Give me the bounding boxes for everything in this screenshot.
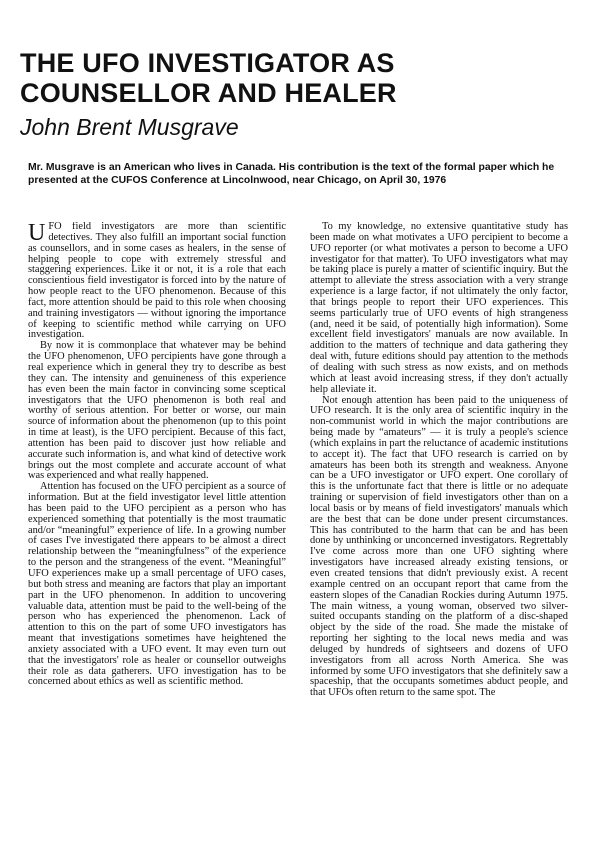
article-author: John Brent Musgrave <box>20 114 239 140</box>
paragraph: Not enough attention has been paid to the uniqueness of UFO research. It is the only area of scientific inquiry in the non-communist world in which the major contributions are being made by “amateurs” — it is truly a people's science (which explains in part the reluctance of academic institutions to accept it). The fact that UFO research is carried on by amateurs has been both its strength and weakness. Anyone can be a UFO investigator or UFO expert. One corollary of this is the unfortunate fact that there is little or no adequate training or supervision of field investigators other than on a local basis or by means of field investigators' manuals which are the best that can be done under present circumstances. This has contributed to the harm that can be and has been done by unthinking or unconcerned investigators. Regrettably I've come across more than one UFO sighting where investigators have increased already existing tensions, or even created tensions that didn't previously exist. A recent example centred on an occupant report that came from the eastern slopes of the Canadian Rockies during Autumn 1975. The main witness, a young woman, observed two silver-suited occupants standing on the platform of a disc-shaped object by the side of the road. She made the mistake of reporting her sighting to the local news media and was deluged by hundreds of sightseers and dozens of UFO investigators from all across North America. She was informed by some UFO investigators that she definitely saw a spaceship, that the occupants sometimes abduct people, and that UFOs often return to the same spot. The <box>310 394 568 699</box>
article-title: THE UFO INVESTIGATOR AS COUNSELLOR AND HEALER <box>20 48 397 108</box>
article-intro: Mr. Musgrave is an American who lives in Canada. His contribution is the text of the formal paper which he presented at the CUFOS Conference at Lincolnwood, near Chicago, on April 30, 1976 <box>28 162 555 186</box>
right-column <box>310 222 568 822</box>
paragraph: To my knowledge, no extensive quantitative study has been made on what motivates a UFO percipient to become a UFO reporter (or what motivates a person to become a UFO investigator for that matter). To UFO investigators what may be taking place is purely a matter of scientific inquiry. But the attempt to alleviate the stress association with a very strange experience is a large factor, if not ultimately the only factor, that brings people to report their UFO experiences. This seems particularly true of UFO events of high strangeness (and, need it be said, of potentially high information). Some excellent field investigators' manuals are now available. In addition to the matters of technique and data gathering they deal with, future editions should pay attention to the methods of dealing with such stress as now exists, and on methods which at least avoid increasing stress, if they don't actually help alleviate it. <box>310 222 568 395</box>
paragraph-text: FO field investigators are more than scientific detectives. They also fulfill an important social function as counsellors, and in some cases as healers, in the sense of helping people to cope with extremely stressful and staggering experiences. Like it or not, it is a role that each conscientious field investigator is forced into by the nature of how people react to the UFO phenomenon. Because of this fact, more attention should be paid to this role when choosing and training investigators — without ignoring the importance of keeping to scientific method while carrying on UFO investigation. <box>28 222 286 341</box>
paragraph: By now it is commonplace that whatever may be behind the UFO phenomenon, UFO percipients have gone through a real experience which in general they try to describe as best they can. The intensity and genuineness of this experience has even been the main factor in convincing some sceptical investigators that the UFO phenomenon is both real and worthy of serious attention. For better or worse, our main source of information about the phenomenon (up to this point in time at least), is the UFO percipient. Because of this fact, attention has been paid to discover just how reliable and accurate such information is, and what kind of detective work brings out the most complete and accurate account of what was experienced and what really happened. <box>28 340 286 482</box>
drop-cap: U <box>28 222 46 246</box>
paragraph <box>28 222 286 341</box>
left-column <box>28 222 286 822</box>
paragraph: Attention has focused on the UFO percipient as a source of information. But at the field investigator level little attention has been paid to the UFO percipient as a person who has experienced something that potentially is the most traumatic and/or “meaningful” experience of life. In a growing number of cases I've investigated there appears to be almost a direct relationship between the “meaningfulness” of the experience to the person and the strangeness of the event. “Meaningful” UFO experiences make up a small percentage of UFO cases, but both stress and meaning are factors that play an important part in the UFO phenomenon. In addition to uncovering valuable data, attention must be paid to the well-being of the person who has experienced the phenomenon. Lack of attention to this on the part of some UFO investigators has meant that investigations sometimes have heightened the anxiety associated with a UFO event. It may even turn out that the investigators' role as healer or counsellor outweighs their role as data gatherers. UFO investigation has to be concerned about ethics as well as scientific method. <box>28 481 286 688</box>
